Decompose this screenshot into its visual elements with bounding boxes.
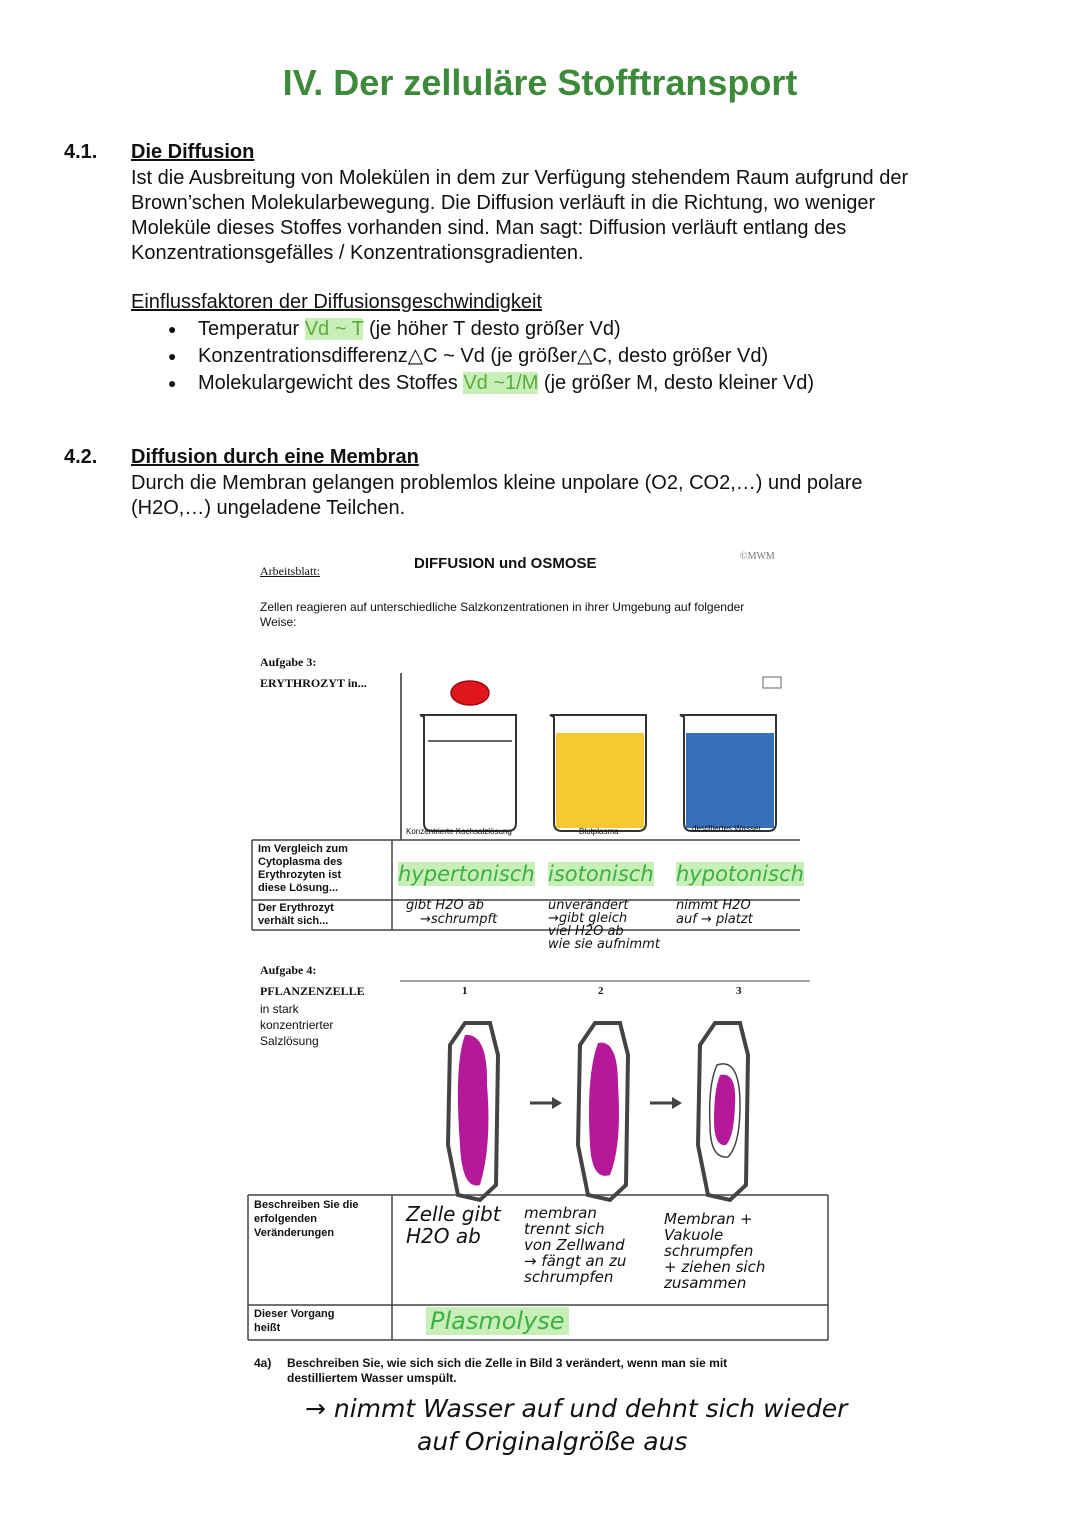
section-number: 4.1.	[64, 141, 98, 163]
beaker-icon	[420, 715, 516, 831]
desc-line: Salzlösung	[260, 1034, 319, 1048]
label-line: Der Erythrozyt	[258, 902, 334, 914]
worksheet	[240, 545, 832, 1390]
paragraph-line: Brown’schen Molekularbewegung. Die Diffusion verläuft in die Richtung, wo weniger	[131, 192, 876, 214]
describe-answer	[524, 1205, 626, 1285]
answer-line: auf → platzt	[676, 912, 753, 927]
cell-number: 2	[598, 985, 604, 997]
camera-icon	[763, 677, 781, 688]
answer-line: Zelle gibt	[406, 1202, 501, 1226]
label-line: heißt	[254, 1322, 281, 1334]
page-title: IV. Der zelluläre Stofftransport	[282, 62, 798, 103]
process-answer: Plasmolyse	[426, 1307, 569, 1335]
beaker-icon	[550, 715, 646, 831]
list-item: ● Molekulargewicht des Stoffes Vd ~1/M (je größer M, desto kleiner Vd)	[168, 370, 814, 397]
compare-label	[258, 843, 348, 895]
answer-line: →schrumpft	[420, 912, 498, 927]
answer-line: Vakuole	[664, 1226, 724, 1244]
task3-subject: ERYTHROZYT in...	[260, 676, 367, 690]
beaker-label: destilliertes Wasser	[692, 824, 762, 833]
paragraph-line: Moleküle dieses Stoffes vorhanden sind. Man sagt: Diffusion verläuft entlang des	[131, 217, 847, 239]
question-line: destilliertem Wasser umspült.	[287, 1371, 457, 1385]
answer-line: gibt H2O ab	[406, 898, 484, 913]
beaker-icon	[680, 715, 776, 831]
beaker-label: Blutplasma	[579, 827, 619, 836]
plant-cell-icon	[448, 1023, 498, 1200]
factors-heading: Einflussfaktoren der Diffusionsgeschwindigkeit	[131, 291, 542, 313]
answer-line: →gibt gleich	[548, 911, 628, 926]
behaves-label	[258, 902, 334, 928]
label-line: diese Lösung...	[258, 882, 339, 894]
answer-line: schrumpfen	[524, 1268, 614, 1286]
arrow-head-icon	[552, 1097, 562, 1109]
label-line: Dieser Vorgang	[254, 1308, 335, 1320]
answer-line: nimmt H2O	[676, 898, 751, 913]
plant-cell-icon	[578, 1023, 628, 1200]
list-item: ● Temperatur Vd ~ T (je höher T desto größer Vd)	[168, 316, 814, 343]
paragraph-line: Ist die Ausbreitung von Molekülen in dem zur Verfügung stehendem Raum aufgrund der	[131, 167, 909, 189]
section-heading: Die Diffusion	[131, 141, 255, 163]
section-paragraph	[131, 166, 1031, 266]
describe-answer	[406, 1203, 501, 1247]
section-number: 4.2.	[64, 446, 98, 468]
describe-label	[254, 1198, 359, 1240]
intro-line: Zellen reagieren auf unterschiedliche Salzkonzentrationen in ihrer Umgebung auf folgender	[260, 600, 745, 614]
task3-label: Aufgabe 3:	[260, 655, 317, 669]
desc-line: in stark	[260, 1002, 299, 1016]
answer-line: viel H2O ab	[548, 924, 624, 939]
factors-list	[168, 316, 814, 397]
answer-behaviour	[548, 899, 660, 951]
task4-description	[260, 1001, 333, 1049]
desc-line: konzentrierter	[260, 1018, 334, 1032]
section-paragraph	[131, 471, 1031, 521]
task4a-number: 4a)	[254, 1356, 272, 1370]
copyright: ©MWM	[740, 551, 775, 562]
beaker-label: Konzentrierte Kochsalzlösung	[406, 827, 512, 836]
cell-number: 3	[736, 985, 742, 997]
answer-line: + ziehen sich	[664, 1258, 766, 1276]
task4a-answer	[305, 1392, 847, 1458]
label-line: verhält sich...	[258, 915, 329, 927]
answer-line: → nimmt Wasser auf und dehnt sich wieder	[305, 1394, 848, 1423]
intro-line: Weise:	[260, 615, 297, 629]
answer-tonicity: isotonisch	[548, 862, 654, 886]
answer-line: Membran +	[664, 1210, 753, 1228]
answer-line: → fängt an zu	[524, 1252, 627, 1270]
answer-line: schrumpfen	[664, 1242, 754, 1260]
answer-line: zusammen	[664, 1274, 747, 1292]
label-line: Im Vergleich zum	[258, 843, 348, 855]
label-line: erfolgenden	[254, 1213, 317, 1225]
label-line: Cytoplasma des	[258, 856, 343, 868]
answer-tonicity: hypotonisch	[676, 862, 804, 886]
section-heading: Diffusion durch eine Membran	[131, 446, 419, 468]
answer-behaviour	[676, 899, 753, 927]
question-line: Beschreiben Sie, wie sich sich die Zelle in Bild 3 verändert, wenn man sie mit	[287, 1356, 728, 1370]
task4-label: Aufgabe 4:	[260, 963, 317, 977]
arrow-head-icon	[672, 1097, 682, 1109]
answer-line: auf Originalgröße aus	[417, 1427, 688, 1456]
paragraph-line: (H2O,…) ungeladene Teilchen.	[131, 497, 406, 519]
answer-line: unverändert	[548, 898, 629, 913]
answer-line: wie sie aufnimmt	[548, 937, 660, 952]
list-item: ● Konzentrationsdifferenz△C ~ Vd (je größer△C, desto größer Vd)	[168, 343, 814, 370]
worksheet-heading: DIFFUSION und OSMOSE	[414, 555, 597, 572]
worksheet-label: Arbeitsblatt:	[260, 564, 320, 578]
answer-line: H2O ab	[406, 1224, 481, 1248]
answer-line: trennt sich	[524, 1220, 605, 1238]
plant-cell-icon	[698, 1023, 748, 1200]
describe-answer	[664, 1211, 765, 1291]
process-label	[254, 1307, 335, 1335]
answer-line: membran	[524, 1204, 597, 1222]
task4-subject: PFLANZENZELLE	[260, 984, 365, 998]
answer-behaviour	[406, 899, 497, 927]
erythrocyte-icon	[451, 681, 489, 705]
paragraph-line: Durch die Membran gelangen problemlos kleine unpolare (O2, CO2,…) und polare	[131, 472, 863, 494]
task4a-question	[287, 1356, 727, 1386]
label-line: Erythrozyten ist	[258, 869, 342, 881]
paragraph-line: Konzentrationsgefälles / Konzentrationsgradienten.	[131, 242, 584, 264]
answer-line: von Zellwand	[524, 1236, 625, 1254]
label-line: Beschreiben Sie die	[254, 1199, 359, 1211]
label-line: Veränderungen	[254, 1227, 335, 1239]
answer-tonicity: hypertonisch	[398, 862, 535, 886]
cell-number: 1	[462, 985, 468, 997]
